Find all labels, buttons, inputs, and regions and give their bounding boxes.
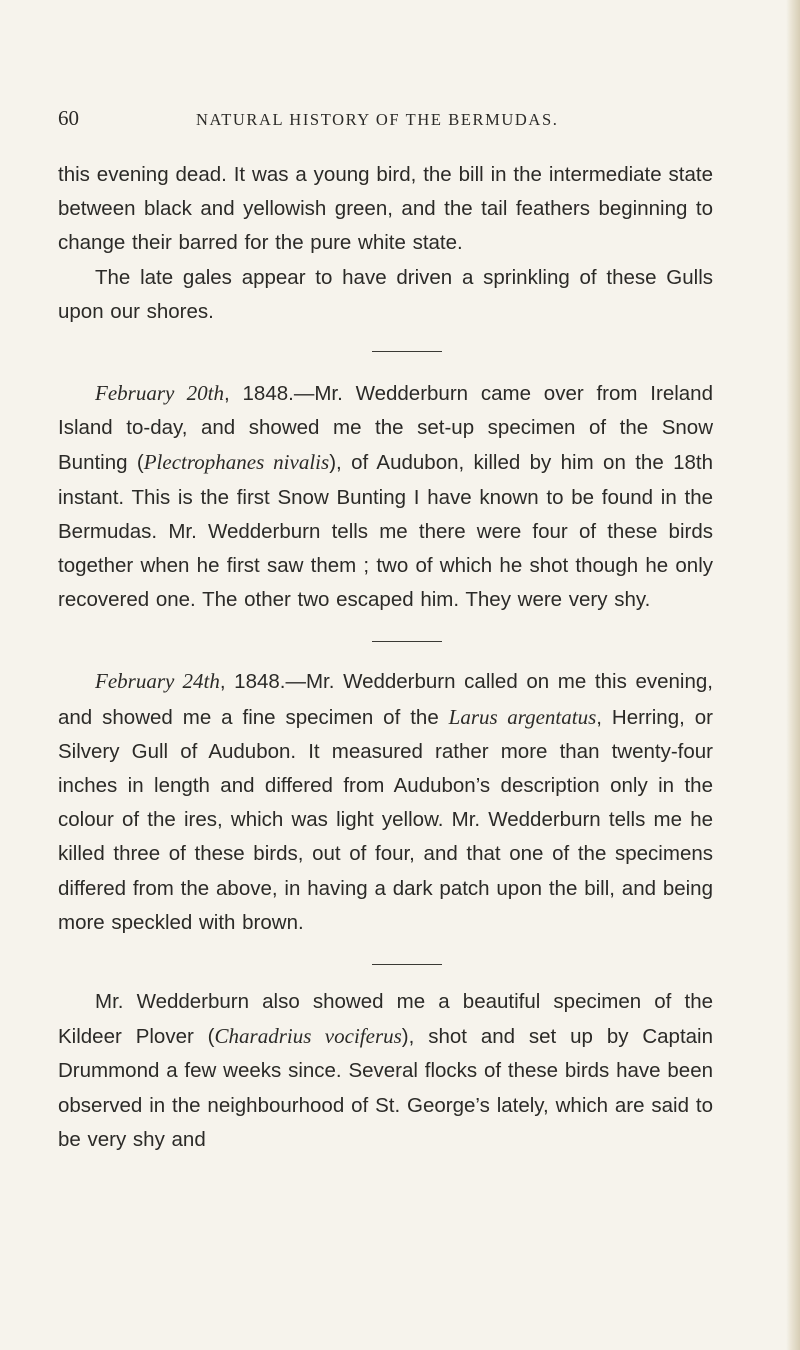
journal-entry — [58, 985, 713, 1157]
entry-year: , 1848. — [224, 382, 294, 406]
page-number: 60 — [58, 106, 79, 130]
section-divider — [372, 641, 442, 642]
entry-text: —Mr. Wedderburn came over from Ireland Island to-day, and showed me the set-up specimen of the Snow Bunting ( — [58, 382, 713, 475]
section-divider — [372, 964, 442, 965]
entry-text: , Herring, or Silvery Gull of Audubon. It measured rather more than twenty-four inches in length and differed from Audubon’s description only in the colour of the ires, which was light yellow. Mr. Wedderburn tells me he killed three of these birds, out of four, and that one of the specimens differed from the above, in having a dark patch upon the bill, and being more speckled with brown. — [58, 705, 713, 934]
species-name: Larus argentatus — [448, 704, 597, 729]
entry-text: ), of Audubon, killed by him on the 18th instant. This is the first Snow Bunting I have known to be found in the Bermudas. Mr. Wedderburn tells me there were four of these birds together when he first saw them ; two of which he shot though he only recovered one. The other two escaped him. They were very shy. — [58, 451, 713, 612]
entry-text: Mr. Wedderburn also showed me a beautiful specimen of the Kildeer Plover ( — [58, 990, 713, 1049]
paragraph: The late gales appear to have driven a sprinkling of these Gulls upon our shores. — [58, 265, 713, 323]
page-header — [56, 106, 746, 146]
paragraph: this evening dead. It was a young bird, the bill in the intermediate state between black and yellowish green, and the tail feathers beginning to change their barred for the pure white state. — [58, 163, 713, 255]
body-text — [58, 158, 713, 1157]
species-name: Charadrius vociferus — [214, 1024, 402, 1049]
entry-year: , 1848. — [219, 670, 286, 694]
page-edge-shadow — [786, 0, 800, 1350]
species-name: Plectrophanes nivalis — [143, 450, 330, 475]
entry-date: February 20th — [95, 381, 225, 406]
journal-entry — [58, 664, 713, 940]
entry-text: ), shot and set up by Captain Drummond a few weeks since. Several flocks of these birds have been observed in the neighbourhood of St. George’s lately, which are said to be very shy and — [58, 1025, 714, 1151]
section-divider — [372, 351, 442, 352]
entry-date: February 24th — [95, 669, 220, 694]
running-head: NATURAL HISTORY OF THE BERMUDAS. — [196, 110, 559, 129]
journal-entry — [58, 376, 713, 617]
entry-text: —Mr. Wedderburn called on me this evening, and showed me a fine specimen of the — [58, 670, 713, 729]
